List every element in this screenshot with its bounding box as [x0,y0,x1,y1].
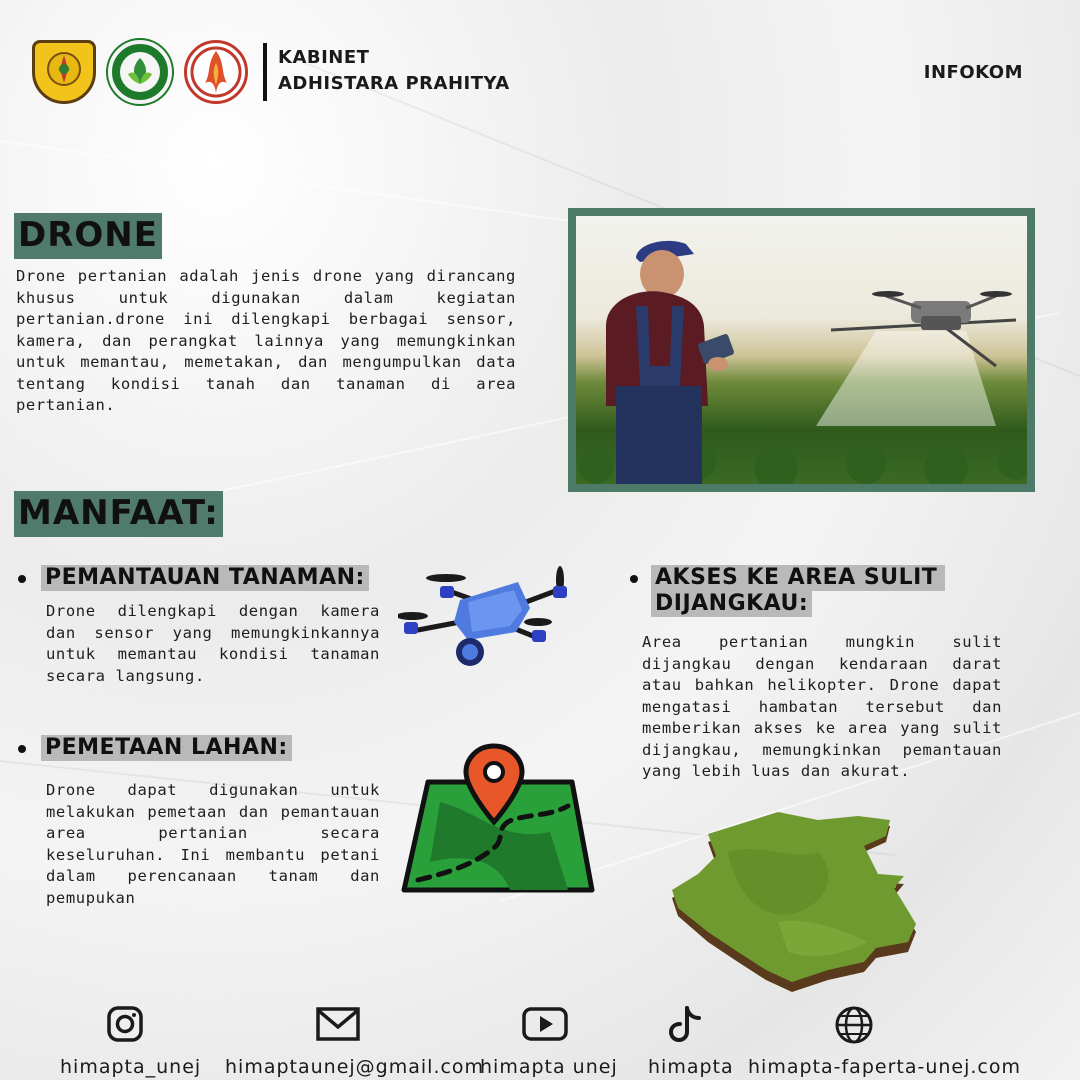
benefit-heading-access-line-1: AKSES KE AREA SULIT [655,565,938,590]
tiktok-icon [667,1005,703,1045]
instagram-handle[interactable]: himapta_unej [60,1056,202,1078]
instagram-icon [106,1005,144,1043]
drone-description: Drone pertanian adalah jenis drone yang dirancang khusus untuk digunakan dalam kegiatan pertanian.drone ini dilengkapi berbagai sensor, kamera, dan perangkat lainnya yang memungkinkan untuk memantau, memetakan, dan mengumpulkan data tentang kondisi tanah dan tanaman di area pertanian. [16,267,516,414]
cabinet-name [278,45,510,97]
youtube-link[interactable] [521,1005,569,1047]
cabinet-line-1: KABINET [278,47,370,68]
benefit-body-mapping: Drone dapat digunakan untuk melakukan pemetaan dan pemantauan area pertanian secara keseluruhan. Ini membantu petani dalam perencanaan tanam dan pemupukan [46,781,380,907]
website-link[interactable] [834,1005,874,1049]
bullet-icon [630,575,638,583]
benefit-heading-access-line-2: DIJANGKAU: [651,591,812,617]
bullet-icon [18,575,26,583]
cabinet-logo [184,40,248,104]
tiktok-link[interactable] [667,1005,703,1049]
benefits-heading: MANFAAT: [14,491,223,537]
drone-heading: DRONE [14,213,162,259]
email-link[interactable] [315,1005,361,1047]
himapta-logo [108,40,172,104]
instagram-link[interactable] [106,1005,144,1047]
tiktok-handle[interactable]: himapta [648,1056,734,1078]
benefit-body-monitoring: Drone dilengkapi dengan kamera dan sensor yang memungkinkannya untuk memantau kondisi tanaman secara langsung. [46,602,380,685]
website-url[interactable]: himapta-faperta-unej.com [748,1056,1021,1078]
division-label: INFOKOM [923,62,1023,83]
mail-icon [315,1005,361,1043]
university-logo [32,40,96,104]
header-divider [263,43,267,101]
youtube-icon [521,1005,569,1043]
youtube-channel[interactable]: himapta unej [480,1056,618,1078]
bullet-icon [18,745,26,753]
benefit-body-access: Area pertanian mungkin sulit dijangkau dengan kendaraan darat atau bahkan helikopter. Drone dapat mengatasi hambatan tersebut dan memberikan akses ke area yang sulit dijangkau, memungkinkan pemantauan yang lebih luas dan akurat. [642,633,1002,780]
globe-icon [834,1005,874,1045]
drone-illustration [398,560,578,675]
map-pin-illustration [400,742,596,894]
terrain-illustration [668,812,924,1002]
benefit-heading-mapping: PEMETAAN LAHAN: [41,735,292,761]
farmer-drone-photo [568,208,1035,492]
cabinet-line-2: ADHISTARA PRAHITYA [278,73,510,94]
benefit-heading-monitoring: PEMANTAUAN TANAMAN: [41,565,369,591]
email-address[interactable]: himaptaunej@gmail.com [225,1056,485,1078]
benefit-heading-access [651,565,945,591]
